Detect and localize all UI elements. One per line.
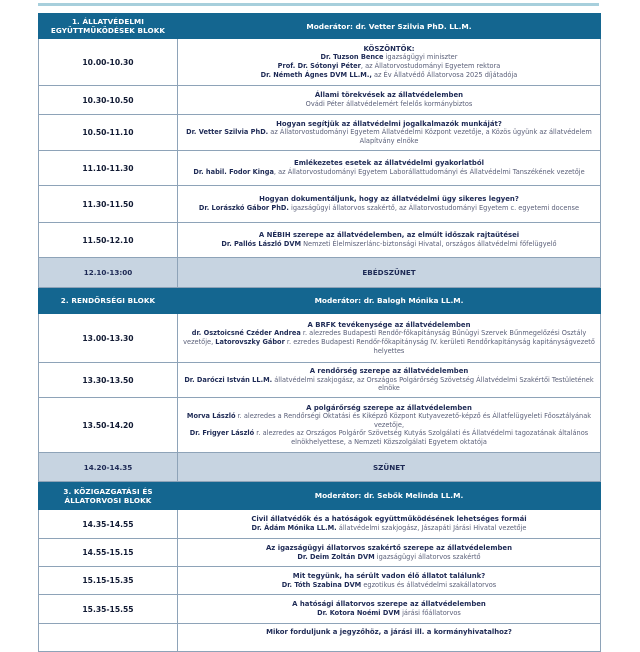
session-time: 11.10-11.30	[39, 151, 178, 186]
break-label: EBÉDSZÜNET	[178, 258, 601, 288]
speaker-line	[182, 429, 596, 446]
session-time: 13.30-13.50	[39, 363, 178, 398]
speaker-name: Dr. Deim Zoltán DVM	[297, 552, 375, 561]
speaker-role: r. ezredes Budapesti Rendőr-főkapitányság IV. kerületi Rendőrkapitányság kapitányságvezető helyettes	[284, 338, 595, 355]
session-time: 13.50-14.20	[39, 398, 178, 453]
speaker-role: az Állatorvostudományi Egyetem Állatvédelmi Központ vezetője, a Közös ügyünk az állatvédelem Alapítvány elnöke	[268, 128, 592, 145]
speaker-line	[182, 53, 596, 62]
session-details	[178, 151, 601, 186]
break-row	[39, 258, 601, 288]
session-time: 15.35-15.55	[39, 595, 178, 624]
speaker-name: Dr. Kotora Noémi DVM	[317, 609, 400, 617]
session-title: Az igazságügyi állatorvos szakértő szerepe az állatvédelemben	[265, 543, 513, 552]
moderator: Moderátor: dr. Vetter Szilvia PhD. LL.M.	[178, 14, 601, 39]
session-row	[39, 223, 601, 258]
speaker-role: r. alezredes az Országos Polgárőr Szövetség Kutyás Szolgálati és Állatvédelmi tagozatának általános elnökhelyettese, a Nemzeti Közszolgálati Egyetem oktatója	[254, 429, 589, 446]
speaker-role: igazságügyi miniszter	[383, 53, 458, 62]
speaker-name: Dr. Frigyer László	[189, 429, 255, 438]
session-title: A hatósági állatorvos szerepe az állatvédelemben	[292, 600, 486, 609]
session-title: Civil állatvédők és a hatóságok együttműködésének lehetséges formái	[251, 515, 527, 524]
speaker-name: Dr. Lorászkó Gábor PhD.	[198, 204, 289, 212]
speaker-role: , az Állatorvostudományi Egyetem Laborállattudományi és Állatvédelmi Tanszékének vezetője	[273, 168, 585, 176]
speaker-name: Dr. Tuzson Bence	[320, 53, 384, 62]
session-row	[39, 595, 601, 624]
session-time: 11.30-11.50	[39, 186, 178, 223]
speaker-role: állatvédelmi szakjogász, Jászapáti Járási Hivatal vezetője	[336, 524, 527, 532]
session-details	[178, 595, 601, 624]
speaker-role: r. alezredes Budapesti Rendőr-főkapitányság Bűnügyi Szervek Bűnmegelőzési Osztály vezetője,	[183, 329, 587, 346]
session-details	[178, 624, 601, 652]
block-title: 1. ÁLLATVÉDELMI EGYÜTTMŰKÖDÉSEK BLOKK	[39, 14, 178, 39]
session-details	[178, 398, 601, 453]
session-title: Hogyan dokumentáljunk, hogy az állatvédelmi ügy sikeres legyen?	[259, 195, 519, 204]
session-title: KÖSZÖNTŐK:	[363, 44, 415, 53]
speaker-name: Dr. Ádám Mónika LL.M.	[251, 524, 337, 532]
speaker-line	[182, 71, 596, 80]
session-title: A rendőrség szerepe az állatvédelemben	[309, 367, 469, 376]
speaker-name: Dr. Vetter Szilvia PhD.	[186, 128, 269, 137]
speaker-role: igazságügyi állatorvos szakértő	[374, 552, 481, 561]
session-title: A BRFK tevékenysége az állatvédelemben	[307, 320, 471, 329]
session-row	[39, 510, 601, 539]
block-header	[39, 482, 601, 510]
session-title: Emlékezetes esetek az állatvédelmi gyakorlatból	[294, 159, 484, 168]
block-header	[39, 288, 601, 314]
session-details	[178, 314, 601, 363]
session-details	[178, 223, 601, 258]
speaker-role: egzotikus és állatvédelmi szakállatorvos	[361, 580, 497, 589]
session-title: Hogyan segítjük az állatvédelmi jogalkalmazók munkáját?	[276, 119, 502, 128]
session-details	[178, 510, 601, 539]
speaker-role: járási főállatorvos	[399, 609, 461, 617]
session-details	[178, 86, 601, 115]
speaker-line	[182, 412, 596, 429]
top-divider	[38, 3, 599, 6]
session-row	[39, 151, 601, 186]
session-title: Mikor forduljunk a jegyzőhöz, a járási ill. a kormányhivatalhoz?	[266, 628, 512, 636]
speaker-role: Ovádi Péter állatvédelemért felelős kormánybiztos	[305, 100, 473, 108]
session-time: 14.35-14.55	[39, 510, 178, 539]
session-time	[39, 624, 178, 652]
speaker-name: Latorovszky Gábor	[215, 338, 285, 346]
block-header	[39, 14, 601, 39]
speaker-name: Dr. habil. Fodor Kinga	[193, 168, 274, 176]
block-title: 2. RENDŐRSÉGI BLOKK	[39, 288, 178, 314]
block-title: 3. KÖZIGAZGATÁSI ÉS ÁLLATORVOSI BLOKK	[39, 482, 178, 510]
session-time: 15.15-15.35	[39, 567, 178, 595]
speaker-name: Dr. Németh Ágnes DVM LL.M.,	[260, 70, 372, 79]
session-time: 13.00-13.30	[39, 314, 178, 363]
speaker-role: az Év Állatvédő Állatorvosa 2025 díjátadója	[371, 70, 518, 79]
session-details	[178, 567, 601, 595]
session-time: 10.00-10.30	[39, 39, 178, 86]
session-details	[178, 363, 601, 398]
session-title: Mit tegyünk, ha sérült vadon élő állatot találunk?	[292, 571, 486, 580]
session-details	[178, 186, 601, 223]
session-time: 10.30-10.50	[39, 86, 178, 115]
break-label: SZÜNET	[178, 453, 601, 482]
speaker-role: r. alezredes a Rendőrségi Oktatási és Kiképző Központ Kutyavezető-képző és Állatfelügyeleti Főosztályának vezetője,	[235, 412, 592, 429]
session-row	[39, 314, 601, 363]
speaker-name: Prof. Dr. Sótonyi Péter	[277, 62, 361, 70]
speaker-role: Nemzeti Élelmiszerlánc-biztonsági Hivatal, országos állatvédelmi főfelügyelő	[301, 240, 557, 248]
speaker-role: állatvédelmi szakjogász, az Országos Polgárőrség Szövetség Állatvédelmi Szakértői Testületének elnöke	[272, 375, 594, 393]
session-row	[39, 567, 601, 595]
session-time: 14.55-15.15	[39, 539, 178, 567]
speaker-line	[182, 62, 596, 71]
break-time: 14.20-14.35	[39, 453, 178, 482]
session-row	[39, 539, 601, 567]
session-row	[39, 624, 601, 652]
session-time: 10.50-11.10	[39, 115, 178, 151]
session-row	[39, 39, 601, 86]
speaker-role: , az Állatorvostudományi Egyetem rektora	[360, 62, 501, 70]
session-title: A polgárőrség szerepe az állatvédelemben	[306, 403, 472, 412]
speaker-name: Morva László	[186, 412, 236, 421]
session-row	[39, 398, 601, 453]
session-title: A NÉBIH szerepe az állatvédelemben, az elmúlt időszak rajtaütései	[258, 231, 520, 240]
break-time: 12.10-13:00	[39, 258, 178, 288]
speaker-name: Dr. Tóth Szabina DVM	[281, 580, 362, 589]
session-row	[39, 115, 601, 151]
session-row	[39, 186, 601, 223]
program-table	[38, 13, 601, 652]
session-row	[39, 363, 601, 398]
session-details	[178, 39, 601, 86]
session-time: 11.50-12.10	[39, 223, 178, 258]
speaker-name: Dr. Pallós László DVM	[221, 240, 302, 248]
moderator: Moderátor: dr. Balogh Mónika LL.M.	[178, 288, 601, 314]
session-details	[178, 115, 601, 151]
session-row	[39, 86, 601, 115]
speaker-name: Dr. Daróczi István LL.M.	[184, 375, 273, 384]
session-details	[178, 539, 601, 567]
moderator: Moderátor: dr. Sebők Melinda LL.M.	[178, 482, 601, 510]
break-row	[39, 453, 601, 482]
speaker-role: igazságügyi állatorvos szakértő, az Állatorvostudományi Egyetem c. egyetemi docense	[288, 204, 580, 212]
speaker-name: dr. Osztoicsné Czéder Andrea	[191, 329, 301, 338]
session-title: Állami törekvések az állatvédelemben	[314, 91, 464, 100]
